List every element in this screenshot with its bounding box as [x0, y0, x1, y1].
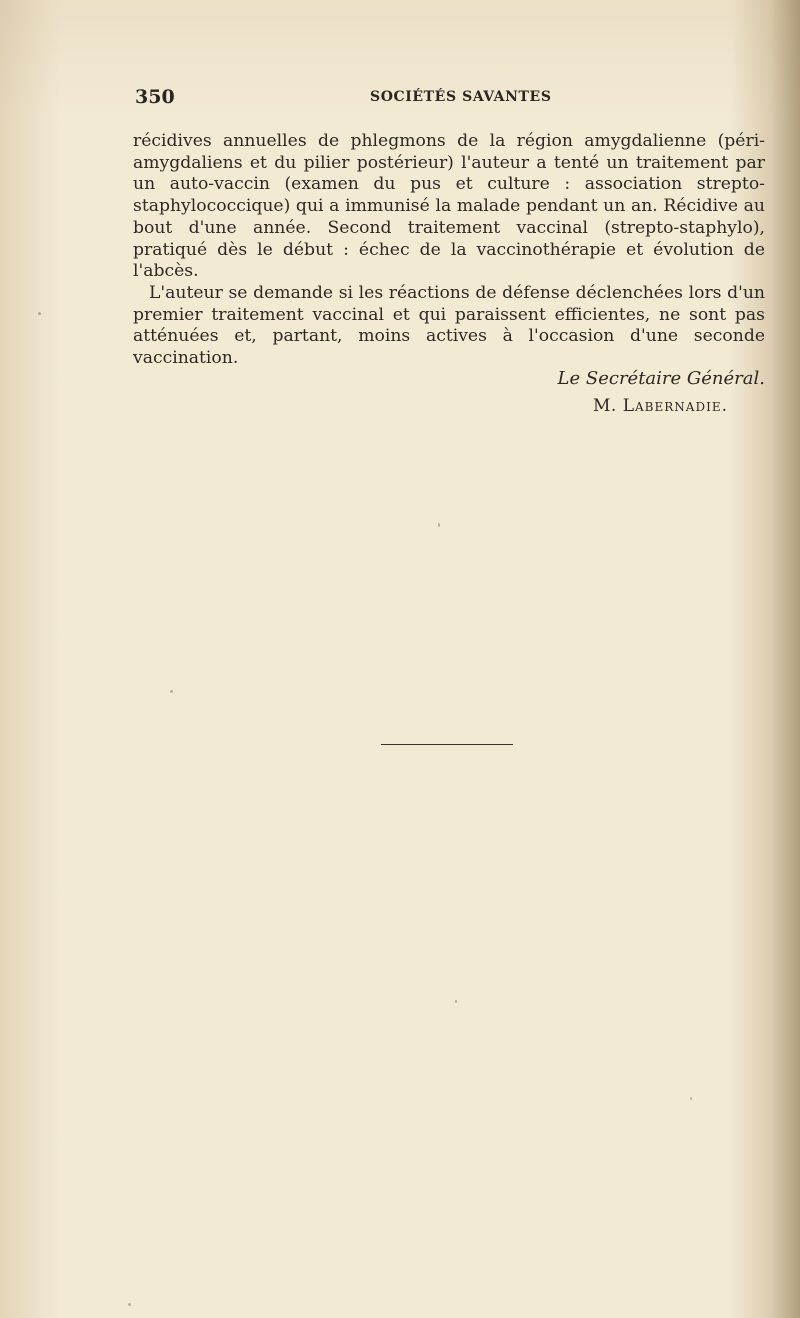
- paper-speck: [455, 1000, 457, 1003]
- running-head: SOCIÉTÉS SAVANTES: [370, 89, 552, 105]
- paper-speck: [170, 690, 173, 693]
- paragraph-2: L'auteur se demande si les réactions de défense déclenchées lors d'un premier traitement vaccinal et qui paraissent efficientes, ne sont pas atténuées et, partant, moins actives à l'occasion d'une seconde vaccination.: [133, 282, 765, 369]
- body-text: [133, 131, 765, 370]
- signature-initial: M.: [593, 396, 617, 416]
- signature-surname: Labernadie.: [622, 396, 728, 416]
- section-divider-rule: [381, 744, 513, 745]
- page-number: 350: [135, 86, 175, 108]
- paper-speck: [128, 1303, 131, 1306]
- paper-speck: [38, 312, 41, 315]
- paper-speck: [690, 1097, 692, 1100]
- paper-speck: [438, 523, 440, 527]
- page-header: [135, 86, 765, 110]
- signature-name: [593, 396, 773, 416]
- signature-title: Le Secrétaire Général.: [557, 368, 765, 389]
- paragraph-1: récidives annuelles de phlegmons de la région amygdalienne (péri-amygdaliens et du pilier postérieur) l'auteur a tenté un traitement par un auto-vaccin (examen du pus et culture : association strepto-staphylococcique) qui a immunisé la malade pendant un an. Récidive au bout d'une année. Second traitement vaccinal (strepto-staphylo), pratiqué dès le début : échec de la vaccinothérapie et évolution de l'abcès.: [133, 131, 765, 282]
